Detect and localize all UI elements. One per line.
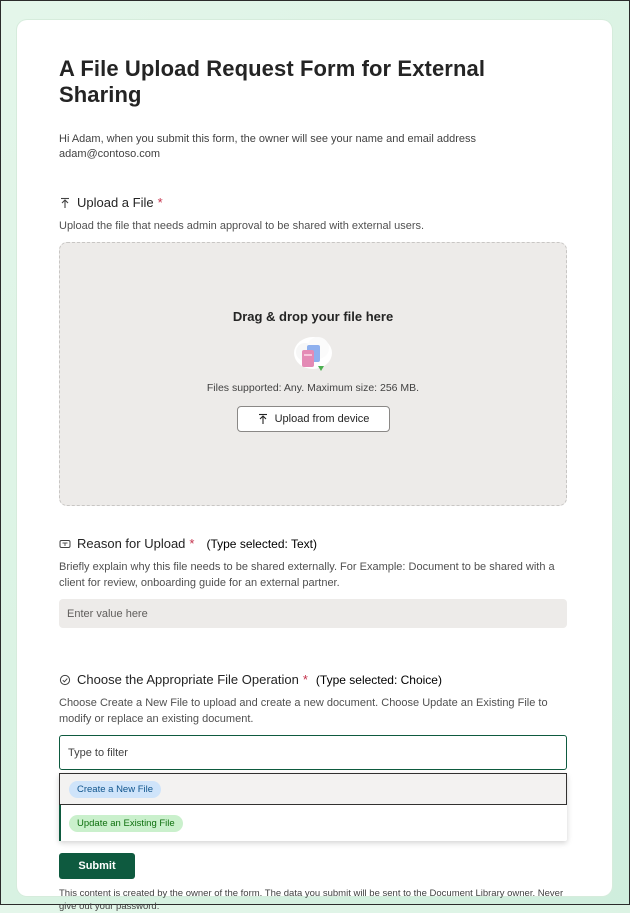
type-note: (Type selected: Text) [206,536,317,551]
question-label: Reason for Upload [77,536,186,551]
required-marker: * [302,672,308,687]
option-create-new-file[interactable] [59,773,567,805]
upload-arrow-icon [257,413,269,425]
upload-from-device-button[interactable] [237,406,390,432]
type-note: (Type selected: Choice) [315,672,442,687]
intro-email: adam@contoso.com [59,148,161,160]
supported-files-text: Files supported: Any. Maximum size: 256 MB. [206,382,420,394]
question-operation [59,672,568,841]
question-label: Choose the Appropriate File Operation [77,672,299,687]
required-marker: * [189,536,195,551]
question-label: Upload a File [77,195,154,210]
reason-input[interactable] [59,599,567,628]
form-intro [59,132,568,162]
file-dropzone[interactable] [59,242,567,506]
check-circle-icon [59,674,71,686]
intro-text: Hi Adam, when you submit this form, the owner will see your name and email address [59,133,476,145]
question-description: Choose Create a New File to upload and create a new document. Choose Update an Existing File to modify or replace an existing document. [59,697,548,725]
required-marker: * [157,195,163,210]
question-description: Briefly explain why this file needs to be shared externally. For Example: Document to be shared with a client for review, onboarding guide for an external partner. [59,561,555,589]
input-placeholder: Enter value here [67,607,148,620]
choice-options-list [59,773,567,841]
text-box-icon [59,538,71,550]
upload-arrow-icon [59,197,71,209]
option-pill: Update an Existing File [69,815,183,832]
option-pill: Create a New File [69,781,161,798]
dropzone-title: Drag & drop your file here [232,309,394,324]
question-upload [59,195,568,506]
cloud-upload-icon [291,332,335,376]
upload-button-label: Upload from device [274,413,370,425]
filter-placeholder: Type to filter [68,746,128,759]
form-title: A File Upload Request Form for External Sharing [59,56,486,107]
submit-button[interactable]: Submit [59,853,135,879]
option-update-existing-file[interactable] [59,805,567,841]
footer-disclaimer: This content is created by the owner of the form. The data you submit will be sent to the Document Library owner. Never give out your password. [59,888,564,912]
form-card [17,20,612,912]
question-description: Upload the file that needs admin approval to be shared with external users. [59,220,425,232]
question-reason [59,536,568,628]
choice-filter-input[interactable] [59,735,567,770]
